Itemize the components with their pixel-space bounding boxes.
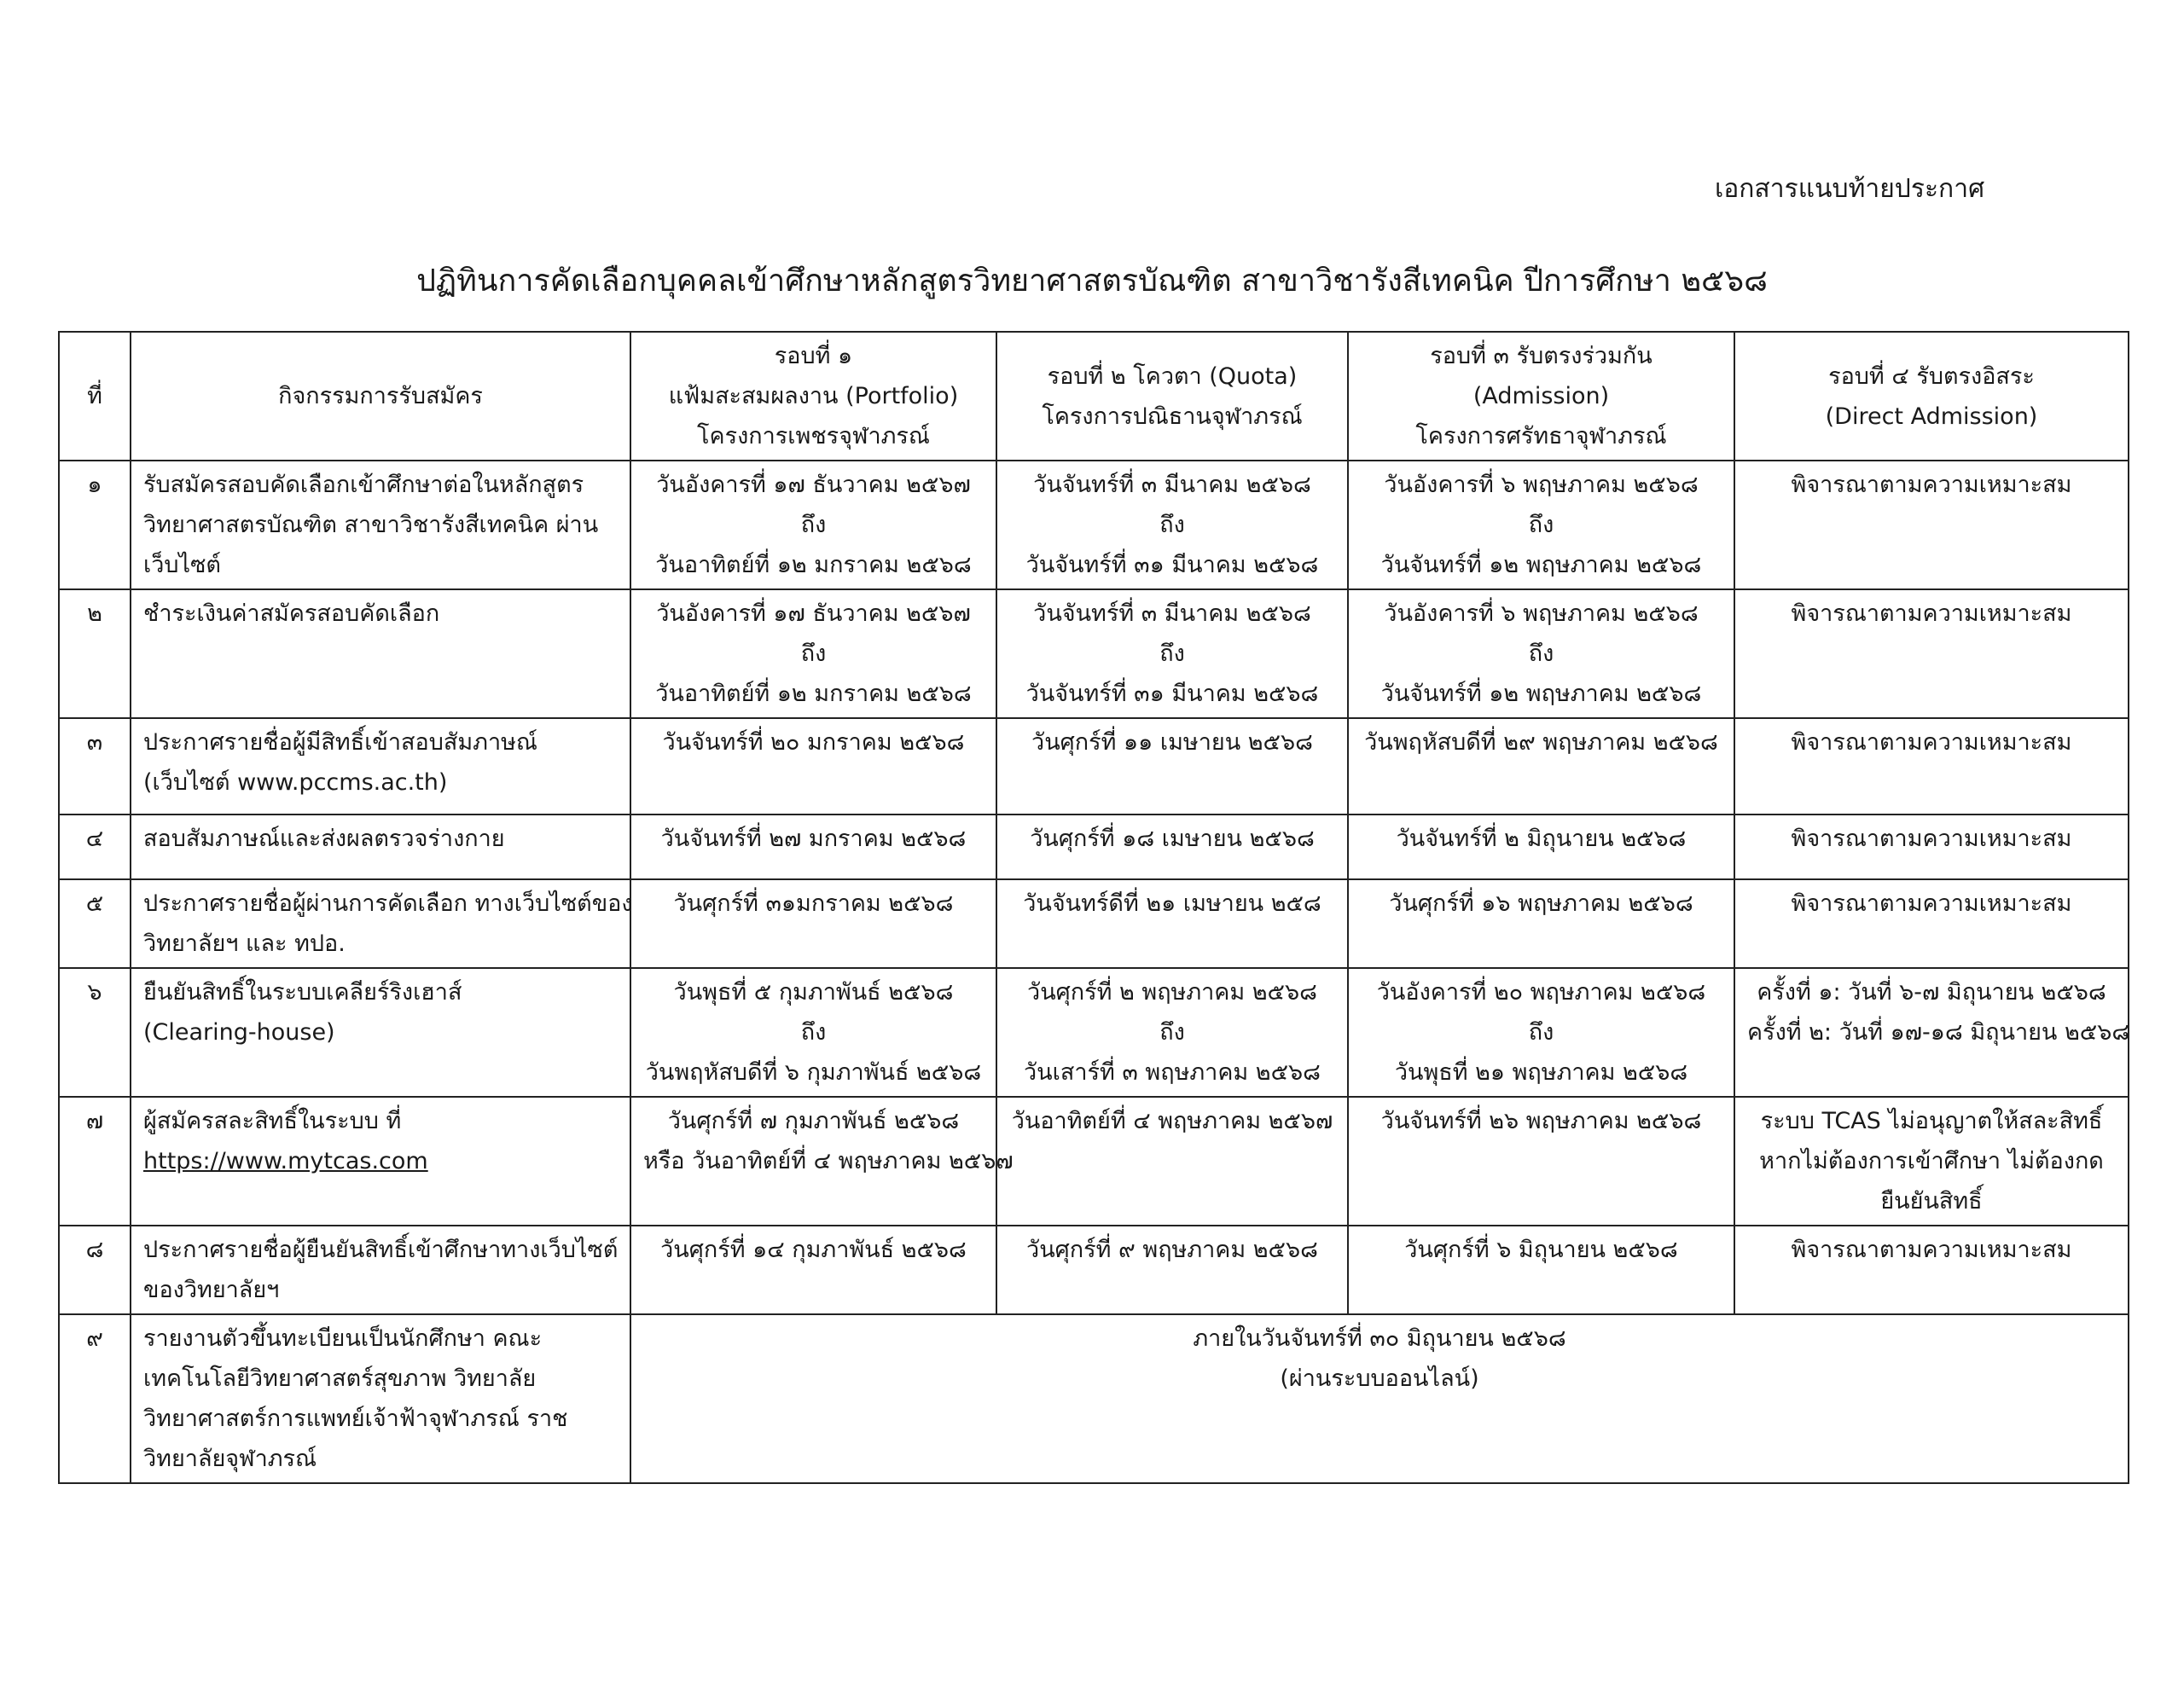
round3-date: วันอังคารที่ ๒๐ พฤษภาคม ๒๕๖๘ ถึง วันพุธที่ ๒๑ พฤษภาคม ๒๕๖๘ [1348, 968, 1734, 1097]
activity-cell: รายงานตัวขึ้นทะเบียนเป็นนักศึกษา คณะ เทคโนโลยีวิทยาศาสตร์สุขภาพ วิทยาลัย วิทยาศาสตร์การแพทย์เจ้าฟ้าจุฬาภรณ์ ราช วิทยาลัยจุฬาภรณ์ [131, 1314, 630, 1483]
table-row [59, 718, 2129, 815]
row-number: ๑ [59, 461, 131, 589]
table-header-row [59, 332, 2129, 461]
schedule-table [58, 331, 2129, 1484]
row-number: ๔ [59, 815, 131, 879]
round1-date: วันศุกร์ที่ ๑๔ กุมภาพันธ์ ๒๕๖๘ [630, 1226, 996, 1314]
table-row [59, 1226, 2129, 1314]
round1-date: วันพุธที่ ๕ กุมภาพันธ์ ๒๕๖๘ ถึง วันพฤหัสบดีที่ ๖ กุมภาพันธ์ ๒๕๖๘ [630, 968, 996, 1097]
round4-date: พิจารณาตามความเหมาะสม [1734, 461, 2129, 589]
round3-date: วันจันทร์ที่ ๒๖ พฤษภาคม ๒๕๖๘ [1348, 1097, 1734, 1226]
round2-date: วันศุกร์ที่ ๒ พฤษภาคม ๒๕๖๘ ถึง วันเสาร์ที่ ๓ พฤษภาคม ๒๕๖๘ [996, 968, 1348, 1097]
row-number: ๒ [59, 589, 131, 718]
round2-date: วันจันทร์ดีที่ ๒๑ เมษายน ๒๕๘ [996, 879, 1348, 968]
round3-date: วันศุกร์ที่ ๑๖ พฤษภาคม ๒๕๖๘ [1348, 879, 1734, 968]
header-no: ที่ [59, 332, 131, 461]
header-round4: รอบที่ ๔ รับตรงอิสระ (Direct Admission) [1734, 332, 2129, 461]
row-number: ๘ [59, 1226, 131, 1314]
round2-date: วันศุกร์ที่ ๑๑ เมษายน ๒๕๖๘ [996, 718, 1348, 815]
row-number: ๓ [59, 718, 131, 815]
round3-date: วันพฤหัสบดีที่ ๒๙ พฤษภาคม ๒๕๖๘ [1348, 718, 1734, 815]
activity-cell: ผู้สมัครสละสิทธิ์ในระบบ ที่ https://www.mytcas.com [131, 1097, 630, 1226]
row-number: ๖ [59, 968, 131, 1097]
round1-date: วันจันทร์ที่ ๒๐ มกราคม ๒๕๖๘ [630, 718, 996, 815]
attachment-note: เอกสารแนบท้ายประกาศ [1715, 174, 1985, 204]
round3-date: วันจันทร์ที่ ๒ มิถุนายน ๒๕๖๘ [1348, 815, 1734, 879]
page-title: ปฏิทินการคัดเลือกบุคคลเข้าศึกษาหลักสูตรวิทยาศาสตรบัณฑิต สาขาวิชารังสีเทคนิค ปีการศึกษา ๒๕๖๘ [416, 264, 1768, 299]
activity-cell: ยืนยันสิทธิ์ในระบบเคลียร์ริงเฮาส์ (Clearing-house) [131, 968, 630, 1097]
round3-date: วันศุกร์ที่ ๖ มิถุนายน ๒๕๖๘ [1348, 1226, 1734, 1314]
round1-date: วันศุกร์ที่ ๗ กุมภาพันธ์ ๒๕๖๘ หรือ วันอาทิตย์ที่ ๔ พฤษภาคม ๒๕๖๗ [630, 1097, 996, 1226]
round2-date: วันอาทิตย์ที่ ๔ พฤษภาคม ๒๕๖๗ [996, 1097, 1348, 1226]
activity-cell: รับสมัครสอบคัดเลือกเข้าศึกษาต่อในหลักสูตร วิทยาศาสตรบัณฑิต สาขาวิชารังสีเทคนิค ผ่าน เว็บไซต์ [131, 461, 630, 589]
round4-date: พิจารณาตามความเหมาะสม [1734, 879, 2129, 968]
header-activity: กิจกรรมการรับสมัคร [131, 332, 630, 461]
round3-date: วันอังคารที่ ๖ พฤษภาคม ๒๕๖๘ ถึง วันจันทร์ที่ ๑๒ พฤษภาคม ๒๕๖๘ [1348, 589, 1734, 718]
activity-cell: ประกาศรายชื่อผู้มีสิทธิ์เข้าสอบสัมภาษณ์ (เว็บไซต์ www.pccms.ac.th) [131, 718, 630, 815]
round3-date: วันอังคารที่ ๖ พฤษภาคม ๒๕๖๘ ถึง วันจันทร์ที่ ๑๒ พฤษภาคม ๒๕๖๘ [1348, 461, 1734, 589]
round4-note: ระบบ TCAS ไม่อนุญาตให้สละสิทธิ์ หากไม่ต้องการเข้าศึกษา ไม่ต้องกด ยืนยันสิทธิ์ [1734, 1097, 2129, 1226]
round2-date: วันศุกร์ที่ ๙ พฤษภาคม ๒๕๖๘ [996, 1226, 1348, 1314]
row-number: ๙ [59, 1314, 131, 1483]
merged-date-cell: ภายในวันจันทร์ที่ ๓๐ มิถุนายน ๒๕๖๘ (ผ่านระบบออนไลน์) [630, 1314, 2129, 1483]
round4-date: พิจารณาตามความเหมาะสม [1734, 1226, 2129, 1314]
round1-date: วันศุกร์ที่ ๓๑มกราคม ๒๕๖๘ [630, 879, 996, 968]
table-row [59, 1097, 2129, 1226]
row-number: ๕ [59, 879, 131, 968]
round2-date: วันจันทร์ที่ ๓ มีนาคม ๒๕๖๘ ถึง วันจันทร์ที่ ๓๑ มีนาคม ๒๕๖๘ [996, 589, 1348, 718]
table-row [59, 879, 2129, 968]
round2-date: วันศุกร์ที่ ๑๘ เมษายน ๒๕๖๘ [996, 815, 1348, 879]
round4-date: พิจารณาตามความเหมาะสม [1734, 815, 2129, 879]
activity-cell: ชำระเงินค่าสมัครสอบคัดเลือก [131, 589, 630, 718]
header-round2: รอบที่ ๒ โควตา (Quota) โครงการปณิธานจุฬาภรณ์ [996, 332, 1348, 461]
table-row [59, 589, 2129, 718]
round1-date: วันอังคารที่ ๑๗ ธันวาคม ๒๕๖๗ ถึง วันอาทิตย์ที่ ๑๒ มกราคม ๒๕๖๘ [630, 589, 996, 718]
activity-cell: ประกาศรายชื่อผู้ยืนยันสิทธิ์เข้าศึกษาทางเว็บไซต์ ของวิทยาลัยฯ [131, 1226, 630, 1314]
mytcas-link[interactable]: https://www.mytcas.com [143, 1148, 428, 1174]
round2-date: วันจันทร์ที่ ๓ มีนาคม ๒๕๖๘ ถึง วันจันทร์ที่ ๓๑ มีนาคม ๒๕๖๘ [996, 461, 1348, 589]
header-round1: รอบที่ ๑ แฟ้มสะสมผลงาน (Portfolio) โครงการเพชรจุฬาภรณ์ [630, 332, 996, 461]
table-row [59, 461, 2129, 589]
round4-date: พิจารณาตามความเหมาะสม [1734, 589, 2129, 718]
round4-date: พิจารณาตามความเหมาะสม [1734, 718, 2129, 815]
table-row [59, 815, 2129, 879]
round1-date: วันจันทร์ที่ ๒๗ มกราคม ๒๕๖๘ [630, 815, 996, 879]
activity-cell: ประกาศรายชื่อผู้ผ่านการคัดเลือก ทางเว็บไซต์ของ วิทยาลัยฯ และ ทปอ. [131, 879, 630, 968]
table-row [59, 1314, 2129, 1483]
header-round3: รอบที่ ๓ รับตรงร่วมกัน (Admission) โครงการศรัทธาจุฬาภรณ์ [1348, 332, 1734, 461]
round4-date: ครั้งที่ ๑: วันที่ ๖-๗ มิถุนายน ๒๕๖๘ ครั้งที่ ๒: วันที่ ๑๗-๑๘ มิถุนายน ๒๕๖๘ [1734, 968, 2129, 1097]
row-number: ๗ [59, 1097, 131, 1226]
activity-cell: สอบสัมภาษณ์และส่งผลตรวจร่างกาย [131, 815, 630, 879]
table-row [59, 968, 2129, 1097]
round1-date: วันอังคารที่ ๑๗ ธันวาคม ๒๕๖๗ ถึง วันอาทิตย์ที่ ๑๒ มกราคม ๒๕๖๘ [630, 461, 996, 589]
